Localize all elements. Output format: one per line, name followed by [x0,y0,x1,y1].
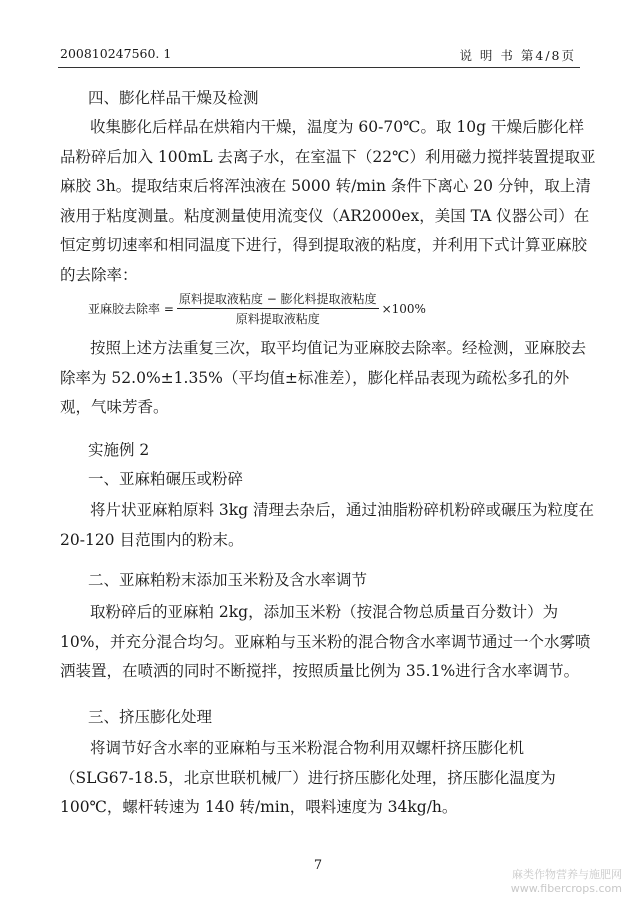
paragraph-extrusion: 将调节好含水率的亚麻粕与玉米粉混合物利用双螺杆挤压膨化机（SLG67-18.5，北京世联机械厂）进行挤压膨化处理，挤压膨化温度为 100℃，螺杆转速为 140 转/min，喂料速度为 34kg/h。 [60,739,556,816]
header-doc-label: 说 明 书 第4/8页 [459,48,576,63]
section-title-drying: 四、膨化样品干燥及检测 [88,89,259,107]
section-title-moisture: 二、亚麻粕粉末添加玉米粉及含水率调节 [88,571,368,589]
watermark-line2: www.fibercrops.com [510,882,622,895]
formula-lhs: 亚麻胶去除率 = [88,302,174,316]
removal-rate-formula [88,290,426,327]
formula-denominator: 原料提取液粘度 [235,312,320,326]
watermark-line1: 麻类作物营养与施肥网 [512,868,622,881]
header-doc-number: 200810247560. 1 [60,46,172,61]
watermark [511,868,622,896]
paragraph-drying-detection: 收集膨化后样品在烘箱内干燥，温度为 60-70℃。取 10g 干燥后膨化样品粉碎后加入 100mL 去离子水，在室温下（22℃）利用磁力搅拌装置提取亚麻胶 3h。提取结束后将浑浊液在 5000 转/min 条件下离心 20 分钟，取上清液用于粘度测量。粘度测量使用流变仪（AR2000ex，美国 TA 仪器公司）在恒定剪切速率和相同温度下进行，得到提取液的粘度，并利用下式计算亚麻胶的去除率： [60,118,596,284]
section-title-crushing: 一、亚麻粕碾压或粉碎 [88,470,244,488]
formula-rhs: ×100% [381,301,426,316]
page-number: 7 [313,858,323,873]
formula-numerator: 原料提取液粘度 − 膨化料提取液粘度 [177,290,379,309]
paragraph-removal-result: 按照上述方法重复三次，取平均值记为亚麻胶去除率。经检测，亚麻胶去除率为 52.0%±1.35%（平均值±标准差），膨化样品表现为疏松多孔的外观，气味芳香。 [60,339,587,416]
formula-fraction [177,290,379,327]
paragraph-crushing: 将片状亚麻粕原料 3kg 清理去杂后，通过油脂粉碎机粉碎或碾压为粒度在 20-120 目范围内的粉末。 [60,501,595,549]
paragraph-moisture: 取粉碎后的亚麻粕 2kg，添加玉米粉（按混合物总质量百分数计）为 10%，并充分混合均匀。亚麻粕与玉米粉的混合物含水率调节通过一个水雾喷洒装置，在喷洒的同时不断搅拌，按照质量比例为 35.1%进行含水率调节。 [60,603,591,680]
example-title: 实施例 2 [88,441,150,459]
section-title-extrusion: 三、挤压膨化处理 [88,708,213,726]
header-rule [58,67,580,68]
